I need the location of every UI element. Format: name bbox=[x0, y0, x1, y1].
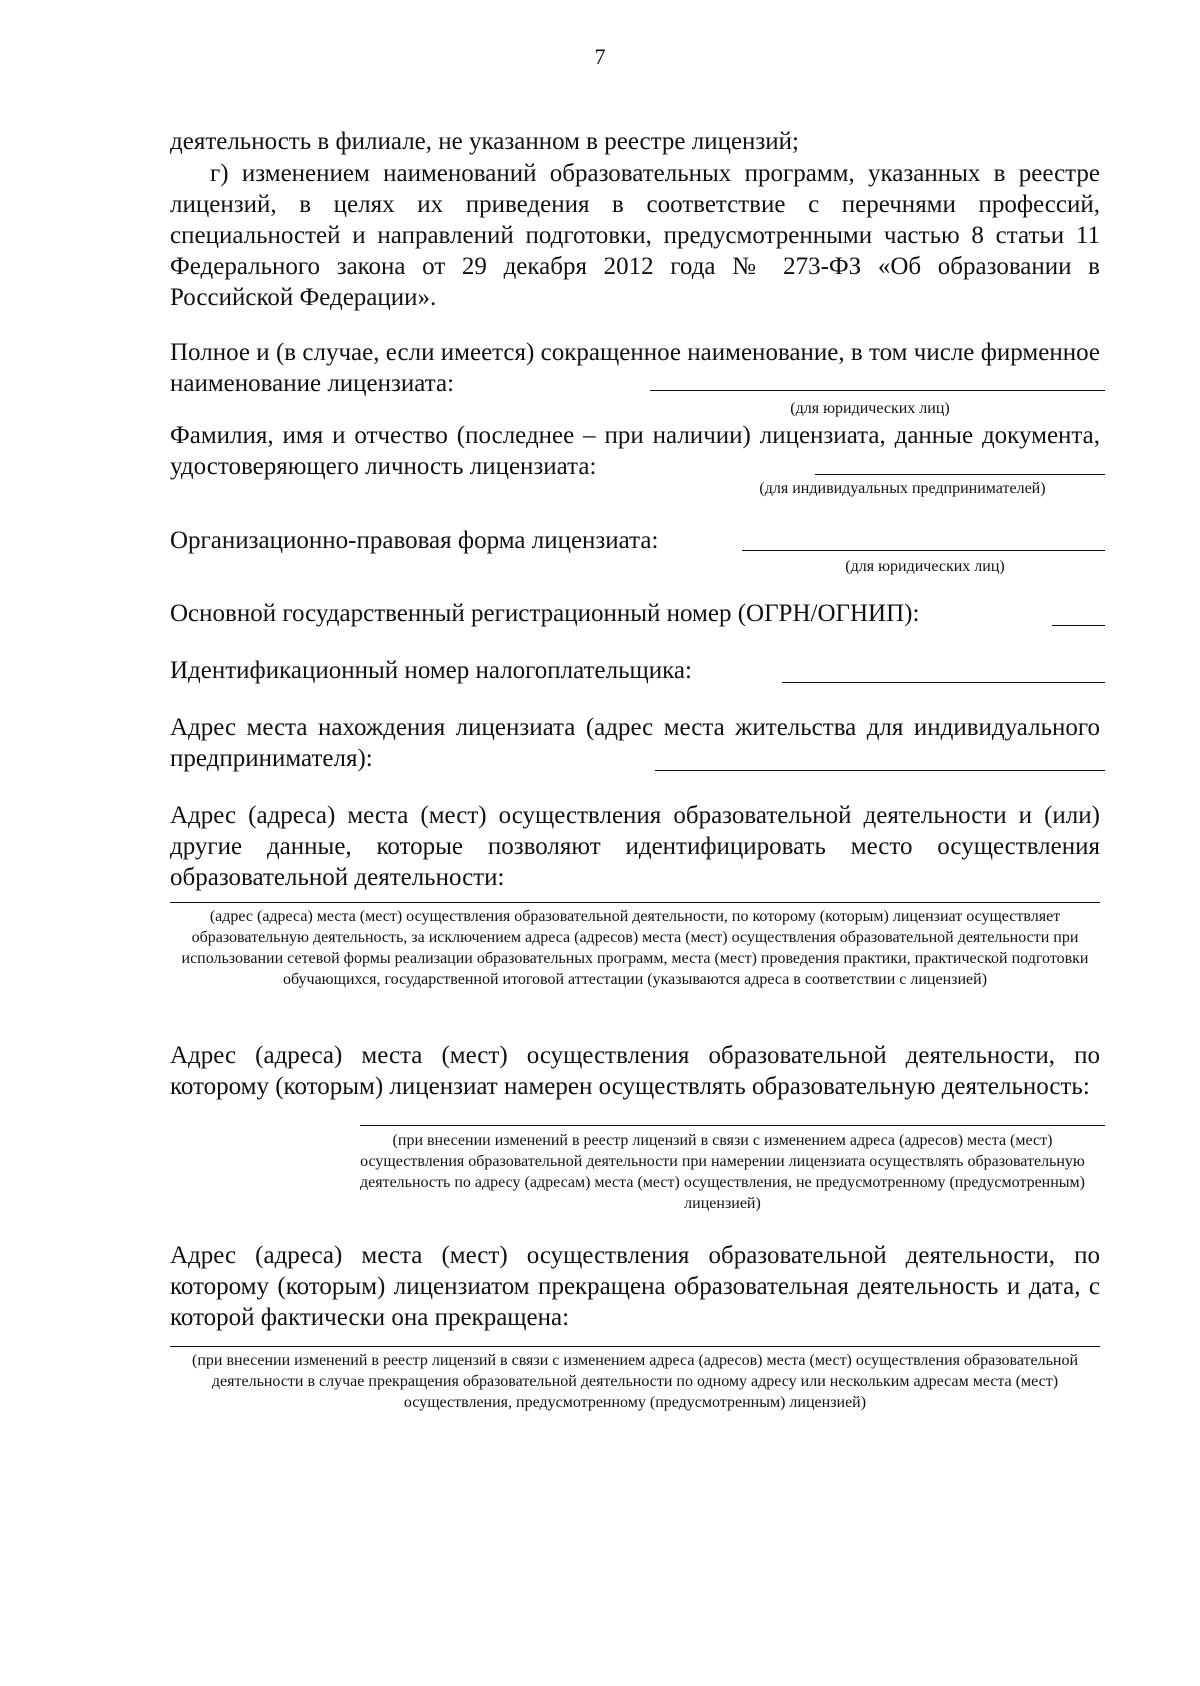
address-field-line[interactable] bbox=[655, 770, 1105, 771]
ogrn-label: Основной государственный регистрационный номер (ОГРН/ОГНИП): bbox=[170, 600, 920, 627]
ogrn-field-line[interactable] bbox=[1052, 625, 1105, 626]
legal-form-label: Организационно-правовая форма лицензиата: bbox=[170, 527, 659, 554]
legal-form-caption: (для юридических лиц) bbox=[845, 558, 1005, 575]
full-name-caption: (для юридических лиц) bbox=[790, 400, 950, 417]
activity-address-caption: (адрес (адреса) места (мест) осуществления образовательной деятельности, по которому (которым) лицензиат осуществляет образовательную деятельность, за исключением адреса (адресов) места (мест) осуществления образовательной деятельности при использовании сетевой формы реализации образовательных программ, места (мест) проведения практики, практической подготовки обучающихся, государственной итоговой аттестации (указываются адреса в соответствии с лицензией) bbox=[181, 908, 1089, 988]
full-name-field-line[interactable] bbox=[650, 390, 1105, 391]
paragraph-g: г) изменением наименований образовательных программ, указанных в реестре лицензий, в целях их приведения в соответствие с перечнями профессий, специальностей и направлений подготовки, предусмотренными частью 8 статьи 11 Федерального закона от 29 декабря 2012 года № 273-ФЗ «Об образовании в Российской Федерации». bbox=[170, 160, 1100, 311]
intro-line: деятельность в филиале, не указанном в реестре лицензий; bbox=[170, 128, 800, 155]
fio-field-line[interactable] bbox=[815, 474, 1105, 475]
intended-address-caption: (при внесении изменений в реестр лицензий в связи с изменением адреса (адресов) места (мест) осуществления образовательной деятельности при намерении лицензиата осуществлять образовательную деятельность по адресу (адресам) места (мест) осуществления, не предусмотренному (предусмотренным) лицензией) bbox=[359, 1132, 1085, 1212]
activity-address-field-line[interactable] bbox=[170, 902, 1100, 903]
terminated-address-label: Адрес (адреса) места (мест) осуществления образовательной деятельности, по которому (которым) лицензиатом прекращена образовательная деятельность и дата, с которой фактически она прекращена: bbox=[170, 1242, 1100, 1331]
fio-caption: (для индивидуальных предпринимателей) bbox=[759, 480, 1046, 497]
terminated-address-caption: (при внесении изменений в реестр лицензий в связи с изменением адреса (адресов) места (мест) осуществления образовательной деятельности в случае прекращения образовательной деятельности по одному адресу или нескольким адресам места (мест) осуществления, предусмотренному (предусмотренным) лицензией) bbox=[192, 1352, 1078, 1411]
terminated-address-field-line[interactable] bbox=[170, 1346, 1100, 1347]
address-label: Адрес места нахождения лицензиата (адрес места жительства для индивидуального предпринимателя): bbox=[170, 714, 1100, 772]
fio-label: Фамилия, имя и отчество (последнее – при наличии) лицензиата, данные документа, удостоверяющего личность лицензиата: bbox=[170, 422, 1100, 480]
page-number: 7 bbox=[594, 44, 606, 69]
inn-field-line[interactable] bbox=[782, 682, 1105, 683]
activity-address-label: Адрес (адреса) места (мест) осуществления образовательной деятельности и (или) другие данные, которые позволяют идентифицировать место осуществления образовательной деятельности: bbox=[170, 802, 1100, 891]
intended-address-label: Адрес (адреса) места (мест) осуществления образовательной деятельности, по которому (которым) лицензиат намерен осуществлять образовательную деятельность: bbox=[170, 1042, 1100, 1100]
intended-address-field-line[interactable] bbox=[360, 1125, 1105, 1126]
inn-label: Идентификационный номер налогоплательщика: bbox=[170, 657, 692, 684]
legal-form-field-line[interactable] bbox=[742, 550, 1105, 551]
full-name-label: Полное и (в случае, если имеется) сокращенное наименование, в том числе фирменное наименование лицензиата: bbox=[170, 339, 1100, 397]
